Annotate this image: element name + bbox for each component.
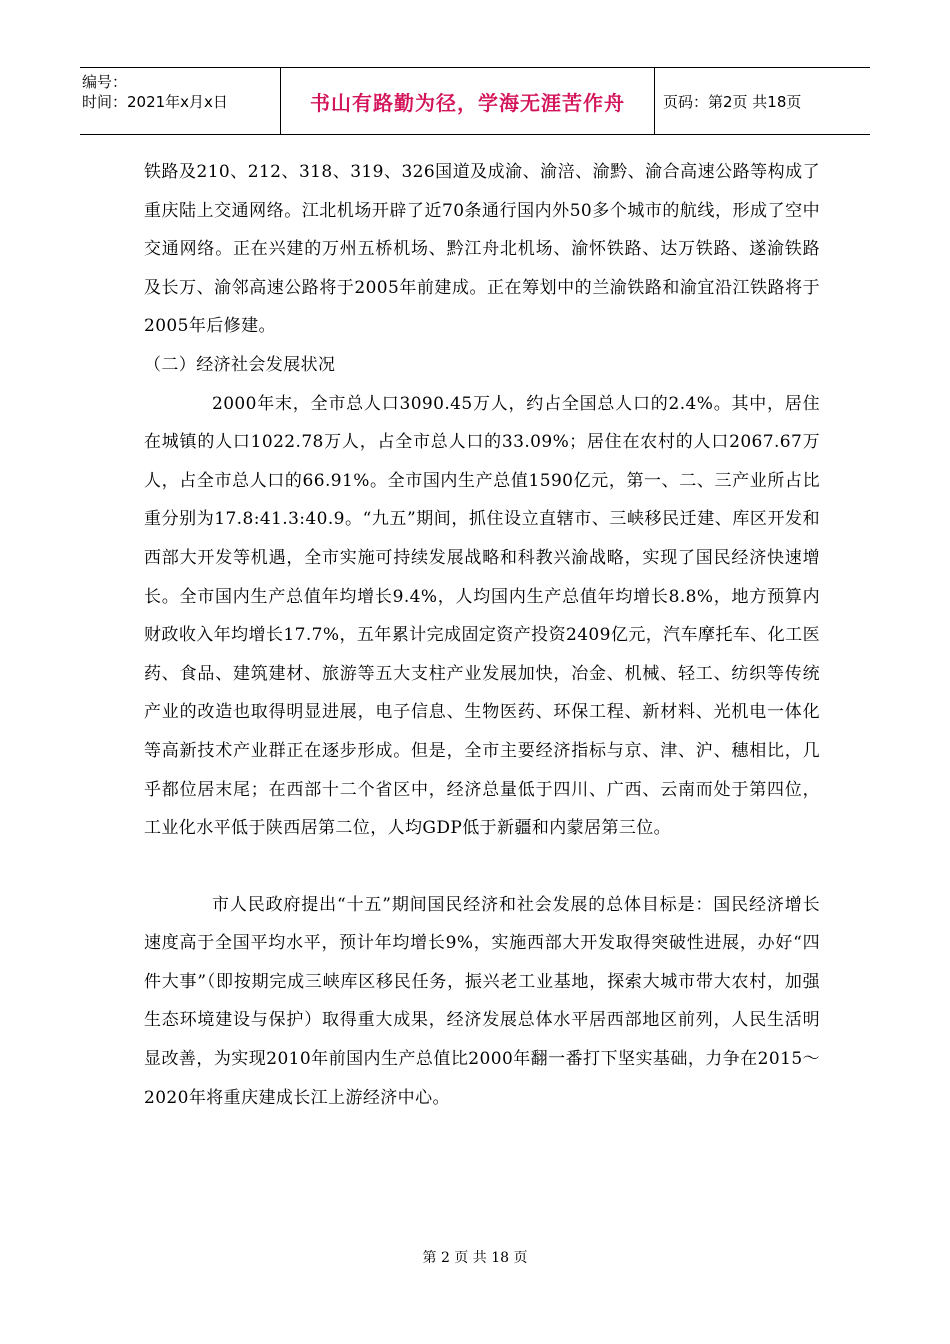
header-meta — [80, 68, 281, 134]
paragraph-economy: 2000年末，全市总人口3090.45万人，约占全国总人口的2.4%。其中，居住在城镇的人口1022.78万人，占全市总人口的33.09%；居住在农村的人口2067.67万人，占全市总人口的66.91%。全市国内生产总值1590亿元，第一、二、三产业所占比重分别为17.8:41.3:40.9。“九五”期间，抓住设立直辖市、三峡移民迁建、库区开发和西部大开发等机遇，全市实施可持续发展战略和科教兴渝战略，实现了国民经济快速增长。全市国内生产总值年均增长9.4%，人均国内生产总值年均增长8.8%，地方预算内财政收入年均增长17.7%，五年累计完成固定资产投资2409亿元，汽车摩托车、化工医药、食品、建筑建材、旅游等五大支柱产业发展加快，冶金、机械、轻工、纺织等传统产业的改造也取得明显进展，电子信息、生物医药、环保工程、新材料、光机电一体化等高新技术产业群正在逐步形成。但是，全市主要经济指标与京、津、沪、穗相比，几乎都位居末尾；在西部十二个省区中，经济总量低于四川、广西、云南而处于第四位，工业化水平低于陕西居第二位，人均GDP低于新疆和内蒙居第三位。 — [144, 393, 820, 839]
header-page-info: 页码：第2页 共18页 — [663, 92, 802, 111]
number-label: 编号： — [82, 73, 128, 91]
paragraph-goals: 市人民政府提出“十五”期间国民经济和社会发展的总体目标是：国民经济增长速度高于全国平均水平，预计年均增长9%，实施西部大开发取得突破性进展，办好“四件大事”（即按期完成三峡库区移民任务，振兴老工业基地，探索大城市带大农村，加强生态环境建设与保护）取得重大成果，经济发展总体水平居西部地区前列，人民生活明显改善，为实现2010年前国内生产总值比2000年翻一番打下坚实基础，力争在2015～2020年将重庆建成长江上游经济中心。 — [144, 894, 820, 1108]
paragraph-spacer — [144, 848, 820, 886]
page-header — [80, 67, 870, 135]
time-label: 时间：2021年x月x日 — [82, 93, 228, 111]
page-footer: 第 2 页 共 18 页 — [422, 1250, 528, 1266]
paragraph-transport: 铁路及210、212、318、319、326国道及成渝、渝涪、渝黔、渝合高速公路等构成了重庆陆上交通网络。江北机场开辟了近70条通行国内外50多个城市的航线，形成了空中交通网络。正在兴建的万州五桥机场、黔江舟北机场、渝怀铁路、达万铁路、遂渝铁路及长万、渝邻高速公路将于2005年前建成。正在筹划中的兰渝铁路和渝宜沿江铁路将于2005年后修建。 — [144, 162, 820, 337]
header-motto: 书山有路勤为径，学海无涯苦作舟 — [281, 68, 655, 134]
section-heading: （二）经济社会发展状况 — [144, 354, 336, 375]
document-body — [144, 153, 820, 1117]
